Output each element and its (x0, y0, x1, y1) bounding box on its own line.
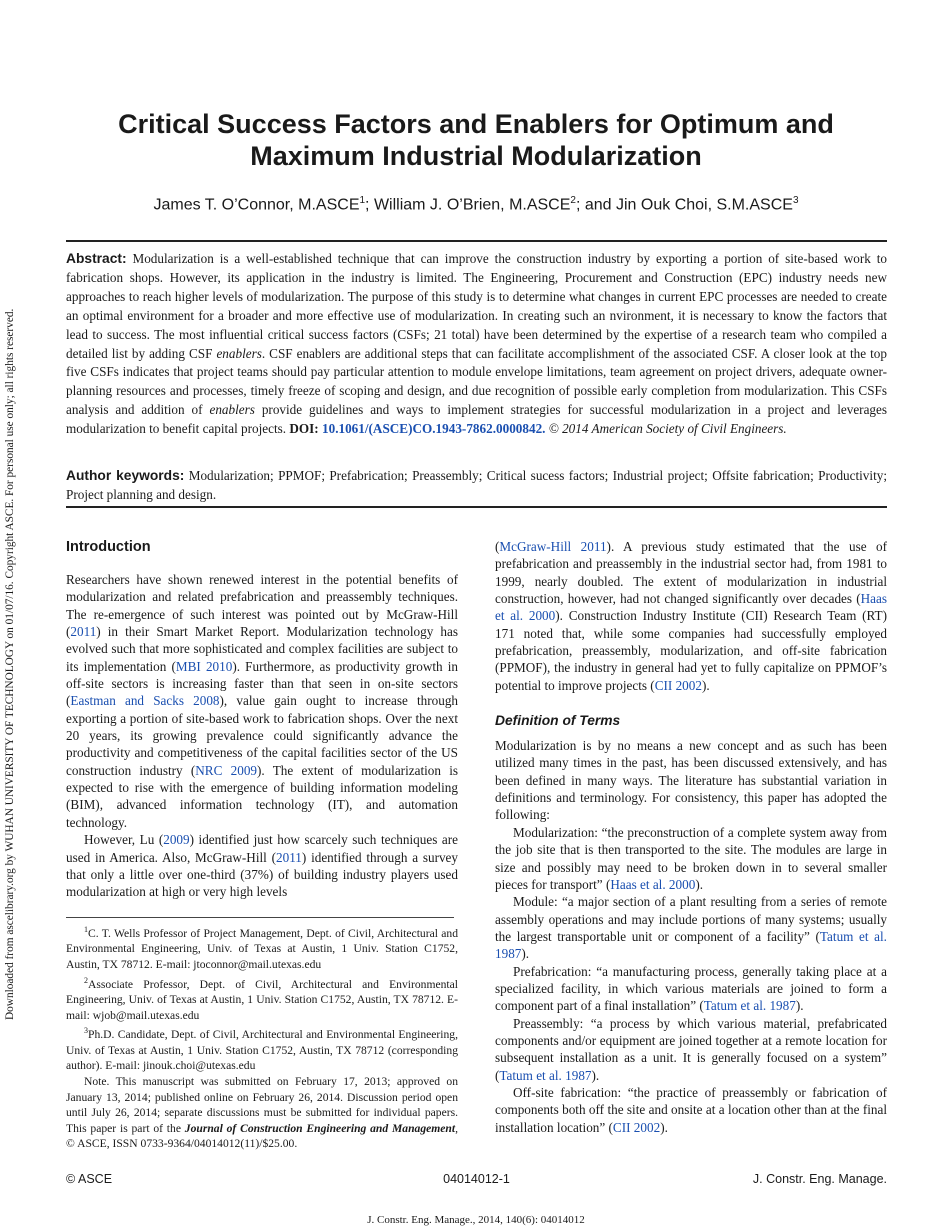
ref-link[interactable]: NRC 2009 (195, 762, 258, 778)
footnote-rule (66, 917, 454, 918)
ref-link[interactable]: CII 2002 (612, 1119, 661, 1135)
ref-link[interactable]: 2011 (70, 624, 97, 640)
footnote-text: C. T. Wells Professor of Project Management, Dept. of Civil, Architectural and Environmental Engineering, Univ. of Texas at Austin, 1 Univ. Station C1752, Austin, TX 78712. E-mail: jtoconnor@mail.utexas.edu (66, 926, 458, 972)
abstract-text-2: . CSF enablers are additional steps that can facilitate accomplishment of the associated CSF. A closer look at the top five CSFs indicates that project teams should pay particular attention to module envelope limitations, team agreement on project drivers, adequate owner-planning resources and processes, timely freeze of scoping and design, and due recognition of possible early completion from modularization. This CSFs analysis and addition of (66, 345, 887, 418)
author-3-mark: 3 (792, 195, 799, 206)
abstract-bottom-rule (66, 506, 887, 508)
text: ), value gain ought to increase through exporting a portion of site-based work to fabrication shops. Over the next 20 years, its growing prevalence could significantly advance the productivity and competitiveness of the capital facilities sector of the US construction industry ( (66, 693, 459, 778)
definition-modularization (495, 824, 887, 893)
text: ). (695, 876, 704, 892)
definitions-intro: Modularization is by no means a new concept and as such has been utilized many times in the past, has been discussed extensively, and has been defined in many ways. The literature has substantial variation in definitions and terminology. For consistency, this paper has adopted the following: (495, 738, 887, 823)
text: ). (591, 1067, 600, 1083)
abstract-label: Abstract: (66, 251, 127, 266)
footnote-1 (66, 922, 458, 973)
doi-label: DOI: (289, 421, 319, 437)
footnote-mark: 1 (84, 925, 88, 934)
abstract-em-1: enablers (216, 345, 262, 361)
ref-link[interactable]: Tatum et al. 1987 (499, 1067, 592, 1083)
text: Researchers have shown renewed interest in the potential benefits of modularization and related prefabrication and preassembly techniques. The re-emergence of such interest was pointed out by McGraw-Hill ( (66, 572, 458, 640)
text: ). (660, 1119, 668, 1135)
doi-link[interactable]: 10.1061/(ASCE)CO.1943-7862.0000842. (322, 421, 546, 437)
keywords-label: Author keywords: (66, 468, 185, 483)
ref-link[interactable]: Tatum et al. 1987 (703, 998, 796, 1014)
definition-preassembly (495, 1015, 887, 1084)
footer-left: © ASCE (66, 1172, 113, 1186)
ref-link[interactable]: CII 2002 (654, 677, 702, 693)
text: ). (795, 998, 804, 1014)
submission-note (66, 1074, 458, 1152)
download-notice (3, 230, 17, 1020)
intro-paragraph-1 (66, 571, 458, 831)
text: ) identified through a survey that only a little over one-third (37%) of building industry players used modularization at high or very high levels (66, 849, 459, 900)
right-column (495, 538, 887, 1136)
abstract-em-2: enablers (209, 402, 255, 418)
left-column (66, 538, 458, 901)
ref-link[interactable]: Tatum et al. 1987 (495, 928, 887, 962)
ref-link[interactable]: MBI 2010 (175, 658, 233, 674)
author-2-mark: 2 (570, 195, 576, 206)
text: ). Furthermore, as productivity growth in off-site sectors is increasing faster than that seen in on-site sectors ( (66, 658, 458, 709)
paper-title (60, 108, 892, 172)
footer-page-number: 04014012-1 (443, 1172, 510, 1186)
ref-link[interactable]: Haas et al. 2000 (610, 876, 696, 892)
footnote-text: Associate Professor, Dept. of Civil, Architectural and Environmental Engineering, Univ. of Texas at Austin, 1 Univ. Station C1752, Austin, TX 78712. E-mail: wjob@mail.utexas.edu (66, 977, 458, 1022)
definition-module (495, 893, 887, 962)
footnote-3 (66, 1023, 458, 1074)
footnotes (66, 922, 458, 1152)
keywords-text: Modularization; PPMOF; Prefabrication; Preassembly; Critical sucess factors; Industrial project; Offsite fabrication; Productivity; Project planning and design. (66, 468, 887, 502)
abstract-text-1: Modularization is a well-established technique that can improve the construction industry by exporting a portion of site-based work to fabrication shops. However, its application in the industry is limited. The Engineering, Procurement and Construction (EPC) industry needs new approaches to reach higher levels of modularization. The purpose of this study is to determine what changes in current EPC processes are needed to create an optimal environment for a broader and more effective use of modularization. In creating such an nvironment, it is necessary to know the factors that lead to success. The most influential critical success factors (CSFs; 21 total) have been determined by the expertise of a research team who compiled a detailed list by adding CSF (66, 251, 887, 361)
text: ). The extent of modularization is expected to rise with the emergence of building information modeling (BIM), advanced information technology (IT), and automation technology. (66, 762, 458, 830)
citation-line: J. Constr. Eng. Manage., 2014, 140(6): 04014012 (367, 1214, 585, 1226)
author-keywords (66, 467, 887, 505)
text: ) identified just how scarcely such techniques are used in America. Also, McGraw-Hill ( (66, 832, 458, 865)
text: ) in their Smart Market Report. Modularization technology has evolved such that more sophisticated and complex facilities are subject to its implementation ( (66, 624, 458, 674)
intro-paragraph-3 (495, 538, 887, 694)
text: However, Lu ( (84, 832, 164, 848)
title-line-1: Critical Success Factors and Enablers for Optimum and (118, 109, 834, 139)
definitions-heading: Definition of Terms (495, 713, 621, 729)
text: Module: “a major section of a plant resulting from a series of remote assembly operations and may include portions of many systems; usually the largest transportable unit or component of a facility” ( (495, 894, 887, 944)
author-3: ; and Jin Ouk Choi, S.M.ASCE (575, 196, 793, 214)
text: Off-site fabrication: “the practice of preassembly or fabrication of components both off the site and onsite at a location other than at the final installation location” ( (495, 1084, 887, 1135)
author-1-mark: 1 (359, 195, 366, 206)
text: Preassembly: “a process by which various material, prefabricated components and/or equipment are joined together at a remote location for subsequent installation as a unit. It is generally focused on a system” ( (495, 1015, 887, 1083)
page-footer (66, 1172, 887, 1190)
text: ( (495, 539, 500, 554)
definition-offsite-fabrication (495, 1084, 887, 1136)
definition-prefabrication (495, 963, 887, 1015)
intro-paragraph-2 (66, 831, 458, 900)
text: ). A previous study estimated that the use of prefabrication and preassembly in the industrial sector had, from 1981 to 1999, nearly doubled. The extent of modularization in industrial construction, however, had not changed significantly over decades ( (495, 539, 888, 607)
author-list (60, 190, 892, 216)
text: ). (701, 677, 710, 693)
footnote-2 (66, 973, 458, 1024)
title-line-2: Maximum Industrial Modularization (250, 141, 702, 171)
text: Prefabrication: “a manufacturing process, generally taking place at a specialized facility, in which various materials are joined to form a component part of a final installation” ( (495, 963, 887, 1014)
ref-link[interactable]: McGraw-Hill 2011 (499, 539, 607, 554)
journal-name: Journal of Construction Engineering and Management (184, 1121, 456, 1135)
note-text: Note. This manuscript was submitted on February 17, 2013; approved on January 13, 2014; published online on February 26, 2014. Discussion period open until July 26, 2014; separate discussions must be submitted for individual papers. This paper is part of the (66, 1074, 458, 1135)
ref-link[interactable]: Eastman and Sacks 2008 (70, 693, 220, 709)
footnote-text: Ph.D. Candidate, Dept. of Civil, Architectural and Environmental Engineering, Univ. of Texas at Austin, 1 Univ. Station C1752, Austin, TX 78712 (corresponding author). E-mail: jinouk.choi@utexas.edu (66, 1028, 458, 1073)
abstract (66, 250, 887, 439)
text: ). Construction Industry Institute (CII) Research Team (RT) 171 noted that, while some companies had successfully employed prefabrication, preassembly, modularization, and off-site fabrication (PPMOF), the industry in general had yet to fully capitalize on PPMOF’s potential to improve projects ( (495, 608, 887, 693)
text: ). (521, 946, 530, 962)
footer-journal: J. Constr. Eng. Manage. (752, 1172, 887, 1186)
footnote-mark: 3 (84, 1026, 88, 1036)
author-1: James T. O’Connor, M.ASCE (153, 196, 360, 214)
abstract-text-3: provide guidelines and ways to implement strategies for successful modularization in a project and leverages modularization to benefit capital projects. (66, 402, 887, 437)
ref-link[interactable]: 2009 (163, 832, 190, 848)
note-end: , © ASCE, ISSN 0733-9364/04014012(11)/$25.00. (66, 1121, 459, 1151)
text: Modularization: “the preconstruction of a complete system away from the job site that is then transported to the site. The modules are large in size and possibly may need to be broken down in to several smaller pieces for transport” ( (495, 824, 887, 892)
download-notice-text: Downloaded from ascelibrary.org by WUHAN UNIVERSITY OF TECHNOLOGY on 01/07/16. Copyright ASCE. For personal use only; all rights reserved. (4, 308, 16, 1020)
ref-link[interactable]: Haas et al. 2000 (495, 591, 887, 624)
author-2: ; William J. O’Brien, M.ASCE (365, 196, 571, 214)
intro-heading: Introduction (66, 539, 151, 555)
ref-link[interactable]: 2011 (276, 849, 302, 865)
abstract-top-rule (66, 240, 887, 242)
copyright: © 2014 American Society of Civil Engineers. (545, 421, 787, 437)
footnote-mark: 2 (84, 975, 88, 985)
